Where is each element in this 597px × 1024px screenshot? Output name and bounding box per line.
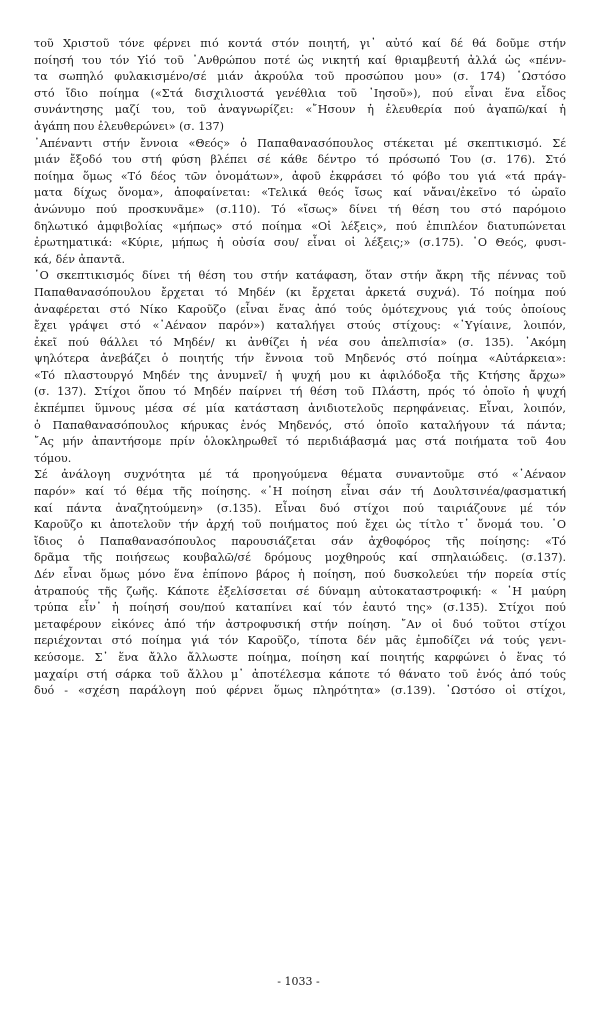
text-line: ἐκπέμπει ὕμνους μέσα σέ μία κατάσταση ἀνιδιοτελοῦς περηφάνειας. Εἶναι, λοιπόν, bbox=[34, 402, 566, 416]
text-line: μεταφέρουν εἰκόνες ἀπό τήν ἀστροφυσική στήν ποίηση. ῎Αν οἱ δυό τοῦτοι στίχοι bbox=[34, 617, 566, 631]
text-line: δυό - «σχέση παράλογη πού φέρνει ὅμως πληρότητα» (σ.139). ῾Ωστόσο οἱ στίχοι, bbox=[34, 684, 566, 698]
text-line: ψηλότερα ἀνεβάζει ὁ ποιητής τήν ἔννοια τοῦ Μηδενός στό ποίημα «Αὐτάρκεια»: bbox=[34, 352, 566, 366]
text-line: περιέχονται στό ποίημα γιά τόν Καροῦζο, τίποτα δέν μᾶς ἐμποδίζει νά τούς γενι- bbox=[34, 634, 566, 648]
text-line: τα σωπηλό φυλακισμένο/σέ μιάν ἀκρούλα τοῦ προσώπου μου» (σ. 174) ῾Ωστόσο bbox=[34, 70, 566, 84]
text-line: παρόν» καί τό θέμα τῆς ποίησης. «῾Η ποίηση εἶναι σάν τή Δουλτσινέα/φασματική bbox=[34, 485, 566, 499]
text-line: τοῦ Χριστοῦ τόνε φέρνει πιό κοντά στόν ποιητή, γι᾽ αὐτό καί δέ θά δοῦμε στήν bbox=[34, 37, 566, 50]
text-line: τόμου. bbox=[34, 451, 72, 465]
paragraph-1 bbox=[34, 36, 566, 136]
text-line: μαχαίρι στή σάρκα τοῦ ἄλλου μ᾽ ἀποτέλεσμα κάποτε τό θάνατο τοῦ ἑνός ἀπό τούς bbox=[34, 667, 566, 681]
document-body bbox=[34, 36, 566, 700]
paragraph-4 bbox=[34, 467, 566, 699]
text-line: ποίησή του τόν Υἱό τοῦ ᾽Ανθρώπου ποτέ ὡς νικητή καί θριαμβευτή ἀλλά ὡς «πένν- bbox=[34, 53, 566, 67]
text-line: ἐκεῖ πού θάλλει τό Μηδέν/ κι ἀνθίζει ἡ νέα σου ἀπελπισία» (σ. 135). ᾽Ακόμη bbox=[34, 335, 566, 349]
text-line: Παπαθανασόπουλου ἔρχεται τό Μηδέν (κι ἔρχεται ἀρκετά συχνά). Τό ποίημα πού bbox=[34, 285, 566, 299]
text-line: στό ἴδιο ποίημα («Στά δισχιλιοστά γενέθλια τοῦ ᾽Ιησοῦ»), πού εἶναι ἕνα εἶδος bbox=[34, 86, 566, 100]
text-line: τρύπα εἶν᾽ ἡ ποίησή σου/πού καταπίνει καί τόν ἑαυτό της» (σ.135). Στίχοι πού bbox=[34, 601, 566, 615]
text-line: δηλωτικό ἀμφιβολίας «μήπως» στό ποίημα «Οἱ λέξεις», πού ἐπιπλέον διατυπώνεται bbox=[34, 219, 566, 233]
text-line: Δέν εἶναι ὅμως μόνο ἕνα ἐπίπονο βάρος ἡ ποίηση, πού δυσκολεύει τήν πορεία στίς bbox=[34, 568, 566, 581]
paragraph-2 bbox=[34, 136, 566, 269]
text-line: «Τό πλαστουργό Μηδέν της ἀνυμνεῖ/ ἡ ψυχή μου κι ἀφιλόδοξα τῆς Κτήσης ἄρχω» bbox=[34, 368, 566, 382]
text-line: Σέ ἀνάλογη συχνότητα μέ τά προηγούμενα θέματα συναντοῦμε στό «᾽Αέναον bbox=[34, 468, 566, 482]
text-line: ὁ Παπαθανασόπουλος κήρυκας ἑνός Μηδενός, στό ὁποῖο καταλήγουν τά πάντα; bbox=[34, 418, 566, 432]
text-line: καί πάντα ἀναζητούμενη» (σ.135). Εἶναι δυό στίχοι πού ταιριάζουνε μέ τόν bbox=[34, 501, 566, 515]
text-line: ἀγάπη που ἐλευθερώνει» (σ. 137) bbox=[34, 119, 224, 133]
text-line: κεύσομε. Σ᾽ ἕνα ἄλλο ἄλλωστε ποίημα, ποίηση καί ποιητής καρφώνει ὁ ἕνας τό bbox=[34, 650, 566, 664]
text-line: ᾽Απέναντι στήν ἔννοια «Θεός» ὁ Παπαθανασόπουλος στέκεται μέ σκεπτικισμό. Σέ bbox=[34, 136, 566, 150]
text-line: ἀτραπούς τῆς ζωῆς. Κάποτε ἐξελίσσεται σέ δύναμη αὐτοκαταστροφική: « ῾Η μαύρη bbox=[34, 584, 566, 598]
text-line: δρᾶμα τῆς ποιήσεως κουβαλῶ/σέ δρόμους μοχθηρούς καί σπηλαιώδεις. (σ.137). bbox=[34, 551, 566, 565]
text-line: μιάν ἔξοδό του στή φύση βλέπει σέ κάθε δέντρο τό πρόσωπό Του (σ. 176). Στό bbox=[34, 153, 566, 167]
text-line: συνάντησης μαζί του, τοῦ ἀναγνωρίζει: «῎Ησουν ἡ ἐλευθερία πού ἀγαπῶ/καί ἡ bbox=[34, 103, 566, 117]
text-line: ῎Ας μήν ἀπαντήσομε πρίν ὁλοκληρωθεῖ τό περιδιάβασμά μας στά ποιήματα τοῦ 4ου bbox=[34, 435, 566, 449]
text-line: ῾Ο σκεπτικισμός δίνει τή θέση του στήν κατάφαση, ὅταν στήν ἄκρη τῆς πέννας τοῦ bbox=[34, 269, 566, 283]
text-line: ποίημα ὅμως «Τό δέος τῶν ὀνομάτων», ἀφοῦ ἐκφράσει τό φόβο του γιά «τά πράγ- bbox=[34, 169, 566, 183]
text-line: ἀναφέρεται στό Νίκο Καροῦζο (εἶναι ἕνας ἀπό τούς ὁμότεχνους γιά τούς ὁποίους bbox=[34, 302, 566, 316]
text-line: κά, δέν ἀπαντᾶ. bbox=[34, 252, 126, 266]
text-line: (σ. 137). Στίχοι ὅπου τό Μηδέν παίρνει τή θέση τοῦ Πλάστη, πρός τό ὁποῖο ἡ ψυχή bbox=[34, 385, 566, 399]
text-line: Καροῦζο κι ἀποτελοῦν τήν ἀρχή τοῦ ποιήματος πού ἔχει ὡς τίτλο τ᾽ ὄνομά του. ῾Ο bbox=[34, 518, 566, 532]
text-line: ματα δίχως ὄνομα», ἀποφαίνεται: «Τελικά θεός ἴσως καί νἄναι/ἐκεῖνο τό ὡραῖο bbox=[34, 186, 566, 200]
text-line: ἴδιος ὁ Παπαθανασόπουλος παρουσιάζεται σάν ἀχθοφόρος τῆς ποίησης: «Τό bbox=[34, 534, 566, 548]
text-line: ἀνώνυμο πού προσκυνᾶμε» (σ.110). Τό «ἴσως» δίνει τή θέση του στό παρόμοιο bbox=[34, 202, 566, 216]
paragraph-3 bbox=[34, 268, 566, 467]
page-number: - 1033 - bbox=[277, 975, 320, 988]
text-line: ἐρωτηματικά: «Κύριε, μήπως ἡ οὐσία σου/ εἶναι οἱ λέξεις;» (σ.175). ῾Ο Θεός, φυσι- bbox=[34, 236, 566, 250]
text-line: ἔχει γράψει στό «᾽Αέναον παρόν») καταλήγει στούς στίχους: «῾Υγίαινε, λοιπόν, bbox=[34, 319, 566, 333]
